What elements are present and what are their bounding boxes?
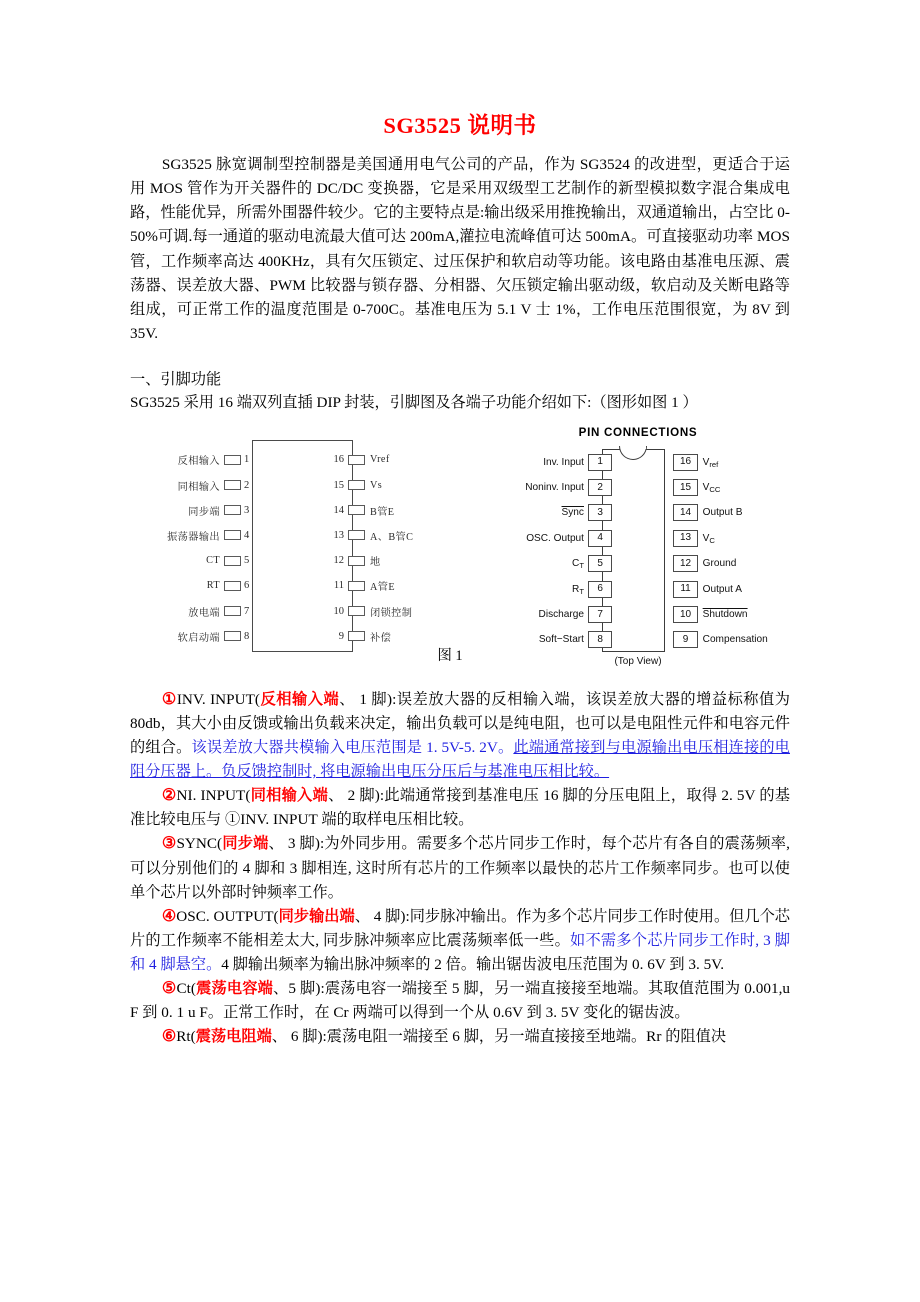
cn-pin-row	[152, 448, 452, 472]
cn-pin-pad-left	[224, 530, 241, 540]
cn-pin-pad-left	[224, 556, 241, 566]
en-pin-box-right: 10	[673, 606, 697, 623]
en-pin-label-right: $V_{CC}$	[702, 482, 721, 495]
cn-pin-label-left: 同相输入	[177, 481, 220, 493]
pin-5-name: Ct(	[176, 980, 196, 997]
en-pin-row	[488, 501, 788, 526]
cn-pin-row	[152, 599, 452, 623]
pin-desc-4	[130, 905, 790, 977]
top-view-label: (Top View)	[614, 655, 662, 667]
cn-pin-label-right: 地	[370, 557, 381, 569]
en-pin-row	[488, 577, 788, 602]
en-pin-label-left: $R_T$	[572, 583, 584, 596]
pin-6-name: Rt(	[176, 1028, 196, 1046]
cn-pin-label-left: 反相输入	[177, 456, 220, 468]
cn-pin-number-left: 8	[244, 630, 250, 642]
pin-1-name: INV. INPUT(	[176, 690, 260, 708]
en-pin-label-left: Noninv. Input	[525, 482, 584, 494]
pin-4-mid: 、 4 脚):	[354, 907, 410, 925]
pin-4-body2: 4 脚输出频率为输出脉冲频率的 2 倍。输出锯齿波电压范围为 0. 6V 到 3. 5V.	[221, 955, 725, 973]
en-pin-label-left: Discharge	[538, 609, 584, 621]
pin-1-cn-name: 反相输入端	[259, 690, 340, 708]
cn-pin-number-right: 9	[338, 630, 344, 642]
marker-6: ⑥	[161, 1028, 177, 1046]
pin-2-body: 此端通常接到基准电压 16 脚的分压电阻上，取得 2. 5V 的基准比较电压与 ①INV. INPUT 端的取样电压相比较。	[130, 787, 791, 829]
en-pin-box-right: 13	[673, 530, 697, 547]
marker-2: ②	[161, 787, 177, 805]
en-pin-box-left: 7	[588, 606, 612, 623]
cn-pin-number-right: 10	[333, 605, 344, 617]
cn-pin-pad-left	[224, 631, 241, 641]
pin-2-mid: 、 2 脚):	[328, 787, 385, 805]
cn-pin-pad-left	[224, 505, 241, 515]
cn-pin-number-left: 1	[244, 454, 250, 466]
pin-6-mid: 、 6 脚):	[271, 1028, 327, 1046]
en-pin-row	[488, 526, 788, 551]
en-pin-label-right: $V_C$	[702, 532, 715, 545]
en-pin-row	[488, 450, 788, 475]
en-pin-label-right: Compensation	[702, 634, 768, 646]
en-pin-box-left: 3	[588, 504, 612, 521]
cn-pin-label-left: RT	[206, 580, 220, 592]
cn-pin-label-left: 软启动端	[177, 632, 220, 644]
cn-pin-pad-right	[348, 505, 365, 515]
pin-3-cn-name: 同步端	[222, 835, 269, 853]
en-pin-label-right: Output A	[702, 583, 742, 595]
pin-2-name: NI. INPUT(	[176, 787, 251, 805]
en-pin-label-right: $V_{ref}$	[702, 456, 719, 469]
pin-5-body: 震荡电容一端接至 5 脚，另一端直接接至地端。其取值范围为 0.001,u F 到 0. 1 u F。正常工作时，在 Cr 两端可以得到一个从 0.6V 到 3. 5V 变化的锯齿波。	[130, 980, 790, 1022]
cn-pin-pad-right	[348, 455, 365, 465]
pin-4-blue: 如不需多个芯片同步工作时, 3 脚和 4 脚悬空。	[130, 931, 790, 973]
cn-pin-pad-left	[224, 480, 241, 490]
section-lead-text: SG3525 采用 16 端双列直插 DIP 封装，引脚图及各端子功能介绍如下:（图形如图 1 ）	[130, 393, 698, 411]
cn-pin-number-right: 15	[333, 479, 344, 491]
cn-pin-label-right: Vref	[370, 454, 390, 466]
cn-pin-row	[152, 574, 452, 598]
en-pin-box-left: 2	[588, 479, 612, 496]
pin-6-body: 震荡电阻一端接至 6 脚，另一端直接接至地端。Rr 的阻值决	[326, 1028, 727, 1046]
cn-pin-pad-right	[348, 631, 365, 641]
chip-notch-mask	[621, 443, 646, 449]
cn-pin-number-right: 13	[333, 529, 344, 541]
pin-4-cn-name: 同步输出端	[278, 907, 355, 925]
cn-pin-pad-left	[224, 455, 241, 465]
en-pinout-diagram	[488, 426, 788, 674]
cn-pin-label-left: CT	[206, 555, 220, 567]
pin-4-name: OSC. OUTPUT(	[176, 907, 279, 925]
en-pin-box-right: 15	[673, 479, 697, 496]
cn-pin-pad-right	[348, 530, 365, 540]
page-title: SG3525 说明书	[383, 113, 537, 138]
pin-1-body: 误差放大器的反相输入端，该误差放大器的增益标称值为 80db，其大小由反馈或输出负载来决定，输出负载可以是纯电阻，也可以是电阻性元件和电容元件的组合。	[130, 690, 791, 757]
pin-connections-title: PIN CONNECTIONS	[578, 425, 698, 439]
en-pin-box-left: 4	[588, 530, 612, 547]
pin-desc-6	[130, 1025, 790, 1049]
en-pin-label-left: Sync	[561, 507, 584, 519]
en-pin-label-left: $C_T$	[572, 558, 584, 571]
pin-5-mid: 、5 脚):	[273, 980, 325, 997]
cn-pin-pad-left	[224, 581, 241, 591]
pin-1-blue: 该误差放大器共模输入电压范围是 1. 5V-5. 2V。	[191, 739, 514, 757]
cn-pin-number-right: 12	[333, 555, 344, 567]
cn-pin-number-left: 6	[244, 580, 250, 592]
en-pin-label-right: Ground	[702, 558, 737, 570]
marker-5: ⑤	[161, 980, 177, 997]
cn-pin-pad-right	[348, 480, 365, 490]
en-pin-box-right: 14	[673, 504, 697, 521]
figure-pin-diagrams	[130, 426, 790, 688]
pin-3-mid: 、 3 脚):	[268, 835, 325, 853]
en-pin-box-right: 9	[673, 631, 697, 648]
cn-pin-number-left: 5	[244, 555, 250, 567]
pin-desc-1	[130, 688, 790, 784]
en-pin-row	[488, 475, 788, 500]
cn-pin-row	[152, 473, 452, 497]
cn-pin-number-left: 2	[244, 479, 250, 491]
pin-desc-5	[130, 977, 790, 1025]
pin-desc-2	[130, 784, 790, 832]
cn-pin-label-left: 振荡器输出	[167, 531, 220, 543]
cn-pin-pad-right	[348, 556, 365, 566]
pin-6-cn-name: 震荡电阻端	[195, 1028, 272, 1046]
en-pin-label-left: OSC. Output	[526, 532, 584, 544]
cn-pin-number-left: 4	[244, 529, 250, 541]
cn-pin-number-right: 14	[333, 504, 344, 516]
cn-pin-number-left: 3	[244, 504, 250, 516]
en-pin-box-right: 12	[673, 555, 697, 572]
en-pin-label-right: Shutdown	[702, 609, 748, 621]
en-pin-box-left: 5	[588, 555, 612, 572]
en-pin-row	[488, 602, 788, 627]
cn-pin-row	[152, 498, 452, 522]
marker-1: ①	[161, 690, 177, 708]
en-pin-box-left: 6	[588, 581, 612, 598]
en-pin-label-left: Soft−Start	[538, 634, 584, 646]
pin-1-mid: 、 1 脚):	[339, 690, 397, 708]
en-pin-row	[488, 551, 788, 576]
cn-pin-label-left: 放电端	[188, 607, 220, 619]
pin-2-cn-name: 同相输入端	[250, 787, 329, 805]
en-pin-box-left: 8	[588, 631, 612, 648]
cn-pin-label-right: A管E	[370, 582, 395, 594]
marker-4: ④	[161, 907, 177, 925]
pin-5-cn-name: 震荡电容端	[195, 980, 273, 997]
intro-paragraph: SG3525 脉宽调制型控制器是美国通用电气公司的产品，作为 SG3524 的改进型，更适合于运用 MOS 管作为开关器件的 DC/DC 变换器，它是采用双级型工艺制作的新型模拟数字混合集成电路，性能优异，所需外围器件较少。它的主要特点是:输出级采用推挽输出，双通道输出，占空比 0-50%可调.每一通道的驱动电流最大值可达 200mA,灌拉电流峰值可达 500mA。可直接驱动功率 MOS 管，工作频率高达 400KHz，具有欠压锁定、过压保护和软启动等功能。该电路由基准电压源、震荡器、误差放大器、PWM 比较器与锁存器、分相器、欠压锁定输出驱动级，软启动及关断电路等组成，可正常工作的温度范围是 0-700C。基准电压为 5.1 V 士 1%，工作电压范围很宽，为 8V 到 35V.	[130, 156, 790, 342]
cn-pin-label-right: 补偿	[370, 632, 392, 644]
cn-pin-label-left: 同步端	[188, 506, 220, 518]
en-pin-box-right: 11	[673, 581, 697, 598]
marker-3: ③	[161, 835, 177, 853]
cn-pin-number-left: 7	[244, 605, 250, 617]
pin-1-blue-underline: 此端通常接到与电源输出电压相连接的电阻分压器上。负反馈控制时, 将电源输出电压分压后与基准电压相比较。	[130, 739, 790, 781]
cn-pin-pad-right	[348, 581, 365, 591]
cn-pin-row	[152, 549, 452, 573]
en-pin-label-left: Inv. Input	[543, 456, 584, 468]
cn-pin-pad-right	[348, 606, 365, 616]
en-pin-label-right: Output B	[702, 507, 743, 519]
cn-pin-number-right: 11	[333, 580, 344, 592]
cn-pin-row	[152, 523, 452, 547]
pin-4-body: 同步脉冲输出。作为多个芯片同步工作时使用。但几个芯片的工作频率不能相差太大, 同步脉冲频率应比震荡频率低一些。	[130, 907, 791, 949]
cn-pin-label-right: B管E	[370, 506, 395, 518]
cn-pin-label-right: Vs	[370, 479, 383, 491]
en-pin-box-left: 1	[588, 454, 612, 471]
pin-3-body: 为外同步用。需要多个芯片同步工作时，每个芯片有各自的震荡频率, 可以分别他们的 4 脚和 3 脚相连, 这时所有芯片的工作频率以最快的芯片工作频率同步。也可以使单个芯片以外部时钟频率工作。	[130, 835, 791, 901]
pin-3-name: SYNC(	[176, 835, 223, 853]
cn-pinout-diagram	[152, 436, 452, 658]
cn-pin-pad-left	[224, 606, 241, 616]
section-heading-pin-function: 一、引脚功能	[130, 370, 222, 388]
figure-caption: 图 1	[437, 647, 463, 664]
en-pin-box-right: 16	[673, 454, 697, 471]
spacer	[130, 346, 790, 368]
cn-pin-number-right: 16	[333, 454, 344, 466]
cn-pin-label-right: A、B管C	[370, 531, 414, 543]
cn-pin-label-right: 闭锁控制	[370, 607, 413, 619]
pin-desc-3	[130, 832, 790, 904]
